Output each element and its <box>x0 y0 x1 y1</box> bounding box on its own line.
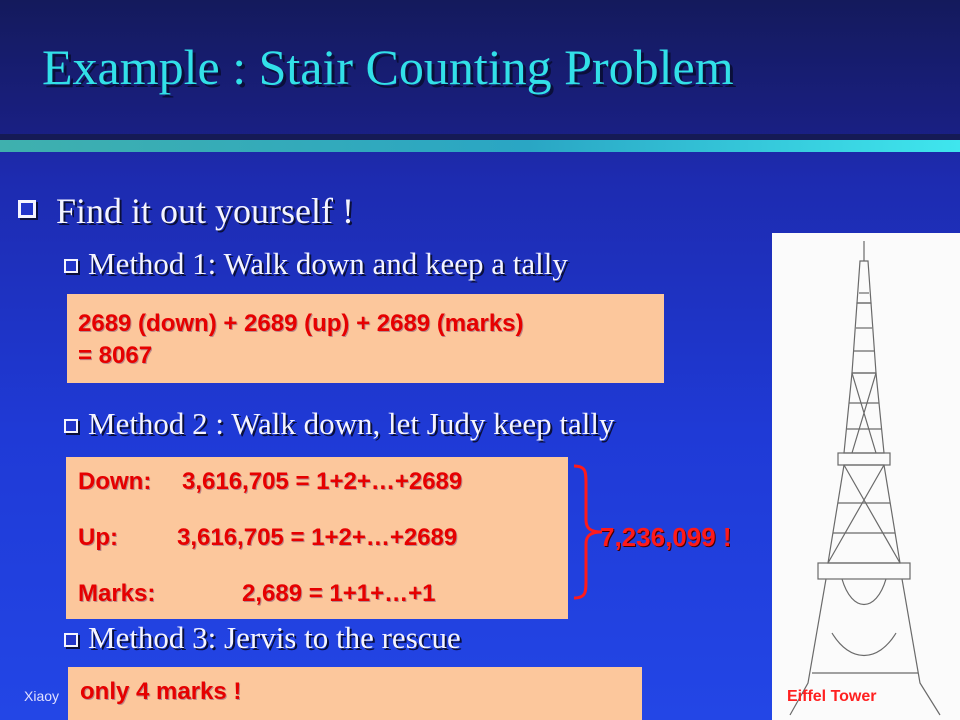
method1-box <box>67 294 664 383</box>
method2-row-value: 3,616,705 = 1+2+…+2689 <box>182 468 463 495</box>
footer-text: Xiaoy <box>24 688 60 704</box>
title-divider <box>0 133 960 155</box>
eiffel-tower-icon <box>772 233 960 720</box>
main-bullet-text: Find it out yourself ! <box>56 191 354 231</box>
method2-box <box>66 457 568 619</box>
method3-label: Method 3: Jervis to the rescue <box>88 620 461 655</box>
method1-line1: 2689 (down) + 2689 (up) + 2689 (marks) <box>78 310 524 337</box>
method1-label: Method 1: Walk down and keep a tally <box>88 246 568 281</box>
photo-caption: Eiffel Tower <box>787 688 877 705</box>
method2-row-name: Down: <box>78 468 152 495</box>
method2-label: Method 2 : Walk down, let Judy keep tally <box>88 406 615 441</box>
method2-row-value: 2,689 = 1+1+…+1 <box>242 580 436 607</box>
slide-title: Example : Stair Counting Problem <box>42 39 734 95</box>
method3-box <box>68 667 642 720</box>
method2-row-name: Up: <box>78 524 118 551</box>
method2-row-value: 3,616,705 = 1+2+…+2689 <box>177 524 458 551</box>
square-bullet-icon <box>64 259 78 273</box>
square-bullet-icon <box>64 633 78 647</box>
eiffel-tower-photo <box>772 233 960 720</box>
method1-line2: = 8067 <box>78 342 153 369</box>
square-bullet-icon <box>18 200 36 218</box>
method2-total: 7,236,099 ! <box>600 522 732 552</box>
method2-row-name: Marks: <box>78 580 156 607</box>
method3-box-text: only 4 marks ! <box>80 678 242 705</box>
square-bullet-icon <box>64 419 78 433</box>
